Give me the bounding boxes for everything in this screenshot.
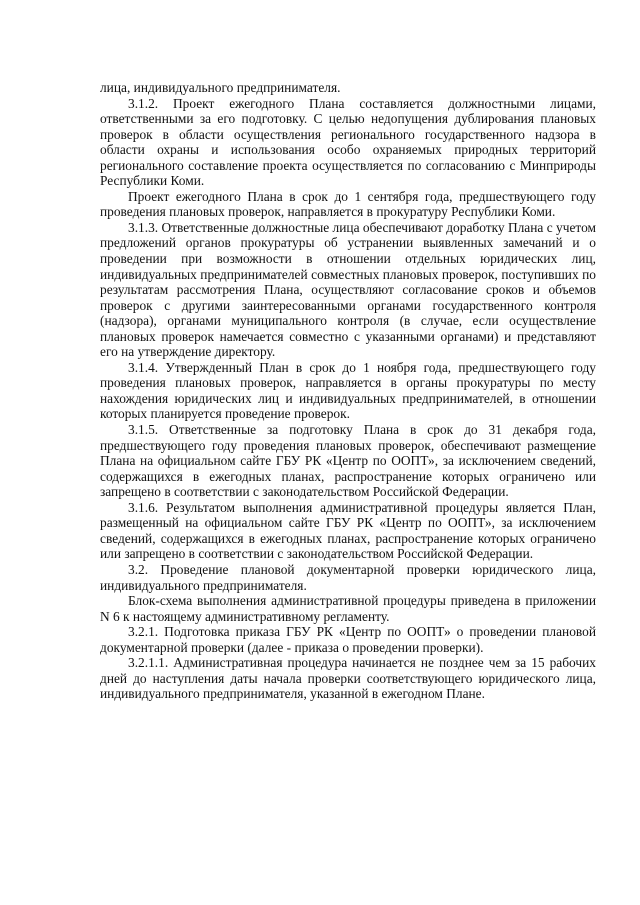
paragraph-3-1-4: 3.1.4. Утвержденный План в срок до 1 ноября года, предшествующего году проведения плановых проверок, направляется в органы прокуратуры по месту нахождения юридических лиц и индивидуальных предпринимателей, в отношении которых планируется проведение проверок. xyxy=(100,359,596,422)
paragraph-3-1-2: 3.1.2. Проект ежегодного Плана составляется должностными лицами, ответственными за его подготовку. С целью недопущения дублирования плановых проверок в области осуществления регионального государственного надзора в области охраны и использования особо охраняемых природных территорий регионального составление проекта осуществляется по согласованию с Минприроды Республики Коми. xyxy=(100,95,596,189)
paragraph-3-1-6: 3.1.6. Результатом выполнения административной процедуры является План, размещенный на официальном сайте ГБУ РК «Центр по ООПТ», за исключением сведений, содержащихся в ежегодных планах, распространение которых ограничено или запрещено в соответствии с законодательством Российской Федерации. xyxy=(100,499,596,562)
paragraph-draft-plan-deadline: Проект ежегодного Плана в срок до 1 сентября года, предшествующего году проведения плановых проверок, направляется в прокуратуру Республики Коми. xyxy=(100,188,596,220)
paragraph-3-2-1-1: 3.2.1.1. Административная процедура начинается не позднее чем за 15 рабочих дней до наступления даты начала проверки соответствующего юридического лица, индивидуального предпринимателя, указанной в ежегодном Плане. xyxy=(100,655,596,702)
document-page xyxy=(100,80,596,702)
paragraph-3-1-3: 3.1.3. Ответственные должностные лица обеспечивают доработку Плана с учетом предложений органов прокуратуры об устранении выявленных замечаний и о проведении при возможности в отношении отдельных юридических лиц, индивидуальных предпринимателей совместных плановых проверок, поступивших по результатам рассмотрения Плана, осуществляют согласование сроков и объемов проверок с другими заинтересованными органами государственного контроля (надзора), органами муниципального контроля (в случае, если осуществление плановых проверок намечается совместно с указанными органами) и представляют его на утверждение директору. xyxy=(100,219,596,360)
paragraph-3-1-5: 3.1.5. Ответственные за подготовку Плана в срок до 31 декабря года, предшествующего году проведения плановых проверок, обеспечивают размещение Плана на официальном сайте ГБУ РК «Центр по ООПТ», за исключением сведений, содержащихся в ежегодных планах, распространение которых ограничено или запрещено в соответствии с законодательством Российской Федерации. xyxy=(100,422,596,500)
paragraph-3-2-1: 3.2.1. Подготовка приказа ГБУ РК «Центр по ООПТ» о проведении плановой документарной проверки (далее - приказа о проведении проверки). xyxy=(100,624,596,655)
paragraph-continuation: лица, индивидуального предпринимателя. xyxy=(100,80,341,95)
paragraph-3-2: 3.2. Проведение плановой документарной проверки юридического лица, индивидуального предпринимателя. xyxy=(100,561,596,593)
paragraph-flowchart-reference: Блок-схема выполнения административной процедуры приведена в приложении N 6 к настоящему административному регламенту. xyxy=(100,593,596,624)
